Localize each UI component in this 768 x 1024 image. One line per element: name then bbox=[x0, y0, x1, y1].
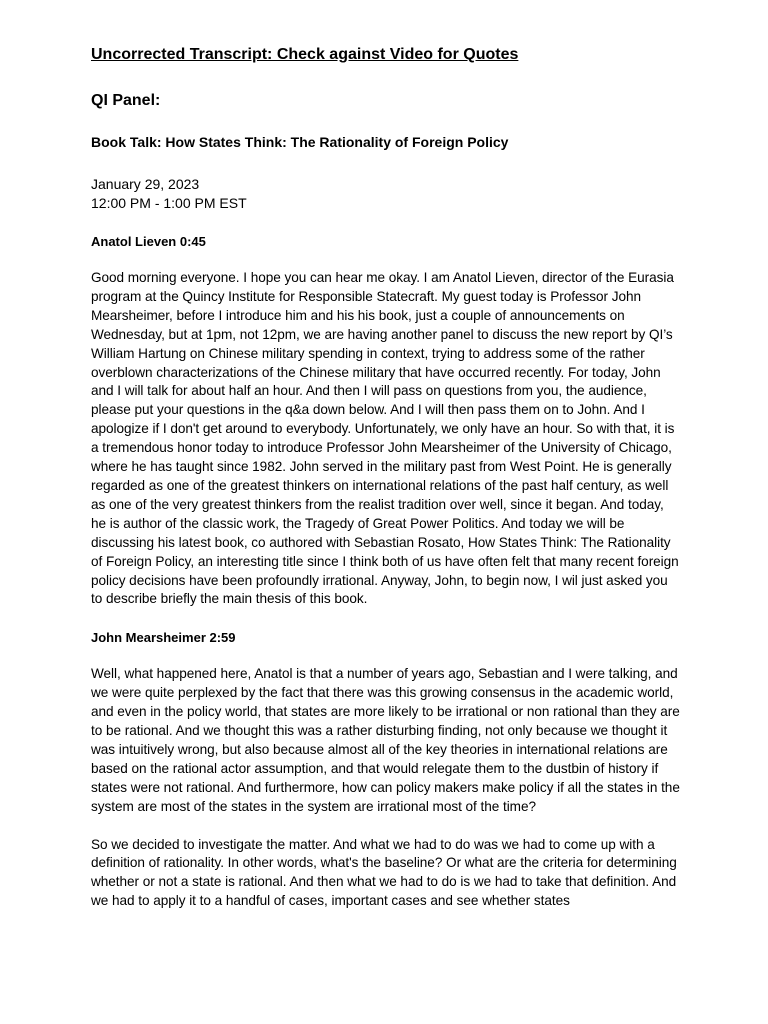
event-date: January 29, 2023 bbox=[91, 176, 200, 192]
speaker-label: John Mearsheimer 2:59 bbox=[91, 630, 236, 646]
transcript-paragraph: Well, what happened here, Anatol is that a number of years ago, Sebastian and I were talking, and we were quite perplexed by the fact that there was this growing consensus in the academic world, and even in the policy world, that states are more likely to be irrational or non rational than they are to be rational. And we thought this was a rather disturbing finding, not only because we thought it was intuitively wrong, but also because almost all of the key theories in international relations are based on the rational actor assumption, and that would relegate them to the dustbin of history if states were not rational. And furthermore, how can policy makers make policy if all the states in the system are most of the states in the system are irrational most of the time? bbox=[91, 666, 680, 814]
panel-label: QI Panel: bbox=[91, 92, 161, 109]
book-title: Book Talk: How States Think: The Rationality of Foreign Policy bbox=[91, 134, 509, 150]
event-time: 12:00 PM - 1:00 PM EST bbox=[91, 195, 247, 211]
transcript-paragraph: Good morning everyone. I hope you can hear me okay. I am Anatol Lieven, director of the Eurasia program at the Quincy Institute for Responsible Statecraft. My guest today is Professor John Mearsheimer, before I introduce him and his his book, just a couple of announcements on Wednesday, but at 1pm, not 12pm, we are having another panel to discuss the new report by QI’s William Hartung on Chinese military spending in context, trying to address some of the rather overblown characterizations of the Chinese military that have occurred recently. For today, John and I will talk for about half an hour. And then I will pass on questions from you, the audience, please put your questions in the q&a down below. And I will then pass them on to John. And I apologize if I don't get around to everybody. Unfortunately, we only have an hour. So with that, it is a tremendous honor today to introduce Professor John Mearsheimer of the University of Chicago, where he has taught since 1982. John served in the military past from West Point. He is generally regarded as one of the greatest thinkers on international relations of the past half century, as well as one of the very greatest thinkers from the realist tradition over well, since it began. And today, he is author of the classic work, the Tragedy of Great Power Politics. And today we will be discussing his latest book, co authored with Sebastian Rosato, How States Think: The Rationality of Foreign Policy, an interesting title since I think both of us have often felt that many recent foreign policy decisions have been profoundly irrational. Anyway, John, to begin now, I wil just asked you to describe briefly the main thesis of this book. bbox=[91, 270, 679, 607]
transcript-page bbox=[91, 44, 681, 911]
document-heading: Uncorrected Transcript: Check against Video for Quotes bbox=[91, 46, 519, 63]
speaker-label: Anatol Lieven 0:45 bbox=[91, 234, 206, 249]
event-meta bbox=[91, 175, 681, 213]
transcript-paragraph: So we decided to investigate the matter. And what we had to do was we had to come up with a definition of rationality. In other words, what's the baseline? Or what are the criteria for determining whether or not a state is rational. And then what we had to do is we had to take that definition. And we had to apply it to a handful of cases, important cases and see whether states bbox=[91, 836, 677, 909]
